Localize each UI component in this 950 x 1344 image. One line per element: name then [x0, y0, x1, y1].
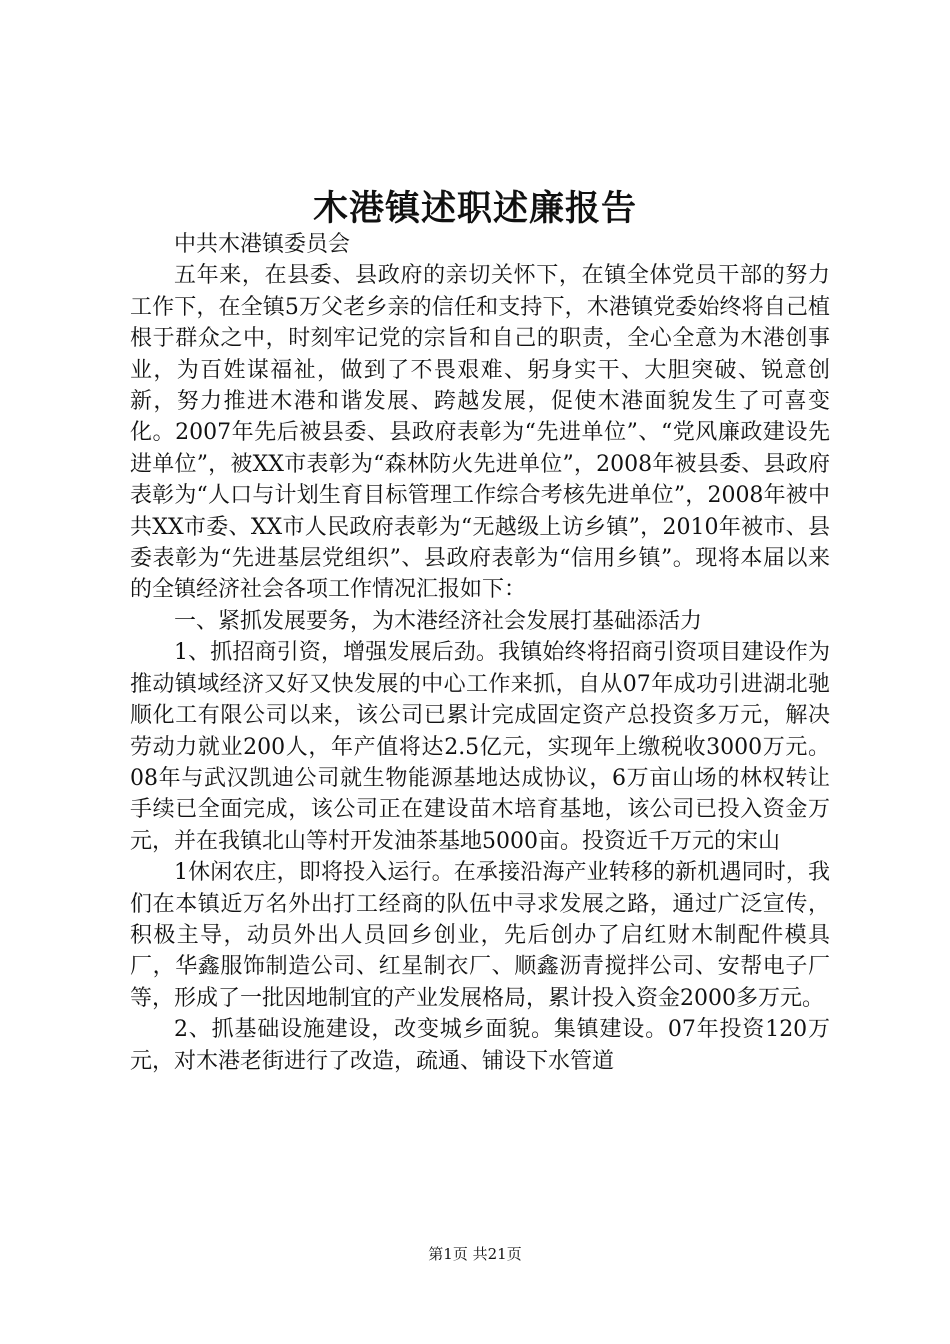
section-heading: 一、紧抓发展要务，为木港经济社会发展打基础添活力 [174, 608, 703, 634]
body-paragraph: 1休闲农庄，即将投入运行。在承接沿海产业转移的新机遇同时，我们在本镇近万名外出打工经商的队伍中寻求发展之路，通过广泛宣传，积极主导，动员外出人员回乡创业，先后创办了启红财木制配件模具厂，华鑫服饰制造公司、红星制衣厂、顺鑫沥青搅拌公司、安帮电子厂等，形成了一批因地制宜的产业发展格局，累计投入资金2000多万元。 [130, 860, 830, 1011]
author-line: 中共木港镇委员会 [174, 232, 351, 257]
body-paragraph: 五年来，在县委、县政府的亲切关怀下，在镇全体党员干部的努力工作下，在全镇5万父老乡亲的信任和支持下，木港镇党委始终将自己植根于群众之中，时刻牢记党的宗旨和自己的职责，全心全意为木港创事业，为百姓谋福祉，做到了不畏艰难、躬身实干、大胆突破、锐意创新，努力推进木港和谐发展、跨越发展，促使木港面貌发生了可喜变化。2007年先后被县委、县政府表彰为“先进单位”、“党风廉政建设先进单位”，被XX市表彰为“森林防火先进单位”，2008年被县委、县政府表彰为“人口与计划生育目标管理工作综合考核先进单位”，2008年被中共XX市委、XX市人民政府表彰为“无越级上访乡镇”，2010年被市、县委表彰为“先进基层党组织”、县政府表彰为“信用乡镇”。现将本届以来的全镇经济社会各项工作情况汇报如下： [130, 263, 830, 603]
document-title: 木港镇述职述廉报告 [312, 188, 637, 229]
body-paragraph: 1、抓招商引资，增强发展后劲。我镇始终将招商引资项目建设作为推动镇域经济又好又快发展的中心工作来抓，自从07年成功引进湖北驰顺化工有限公司以来，该公司已累计完成固定资产总投资多万元，解决劳动力就业200人，年产值将达2.5亿元，实现年上缴税收3000万元。08年与武汉凯迪公司就生物能源基地达成协议，6万亩山场的林权转让手续已全面完成，该公司正在建设苗木培育基地，该公司已投入资金万元，并在我镇北山等村开发油茶基地5000亩。投资近千万元的宋山 [130, 640, 830, 854]
page-number-footer: 第1页 共21页 [428, 1245, 522, 1263]
body-paragraph: 2、抓基础设施建设，改变城乡面貌。集镇建设。07年投资120万元，对木港老街进行了改造，疏通、铺设下水管道 [130, 1017, 830, 1074]
document-body [130, 229, 830, 1077]
